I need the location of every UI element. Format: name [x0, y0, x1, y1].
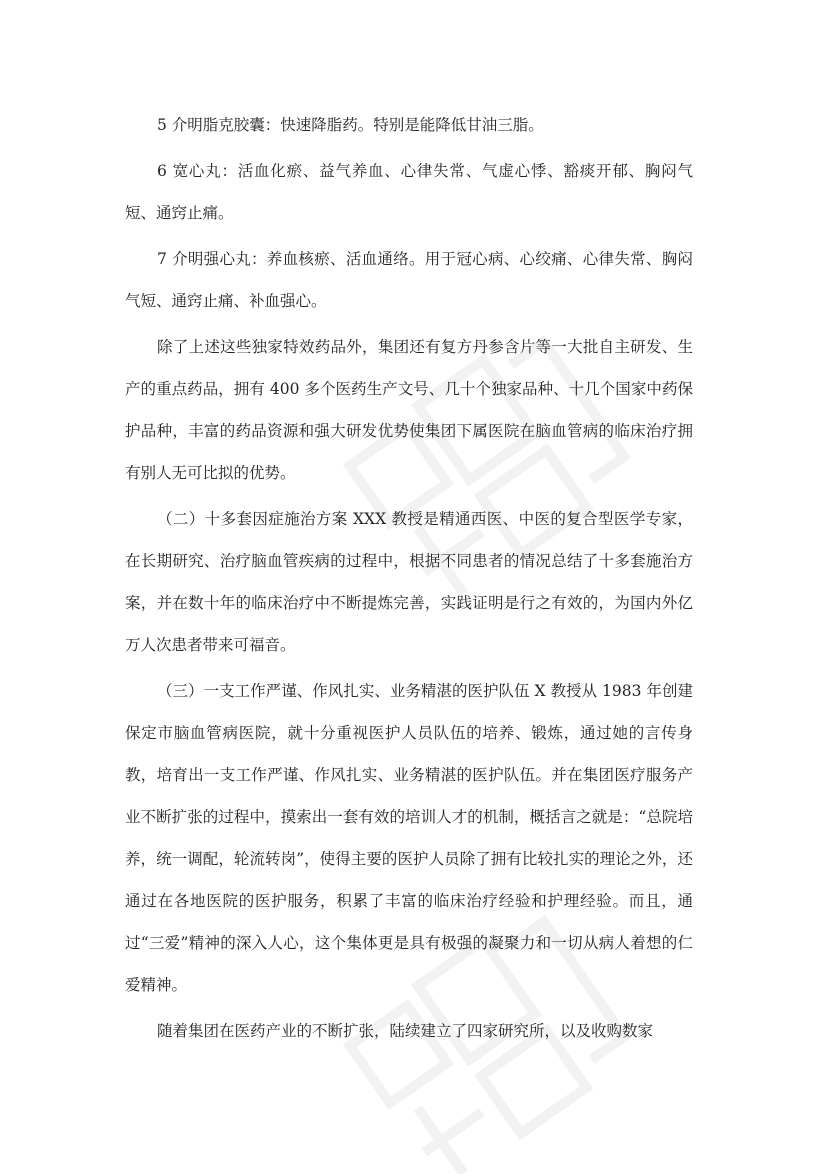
document-body	[125, 104, 693, 1056]
paragraph: 6 宽心丸：活血化瘀、益气养血、心律失常、气虚心悸、豁痰开郁、胸闷气短、通窍止痛。	[125, 162, 693, 222]
paragraph: 除了上述这些独家特效药品外，集团还有复方丹参含片等一大批自主研发、生产的重点药品，拥有 400 多个医药生产文号、几十个独家品种、十几个国家中药保护品种，丰富的药品资源和强大研发优势使集团下属医院在脑血管病的临床治疗拥有别人无可比拟的优势。	[125, 338, 693, 482]
paragraph: 随着集团在医药产业的不断扩张，陆续建立了四家研究所，以及收购数家	[157, 1022, 654, 1040]
paragraph: （三）一支工作严谨、作风扎实、业务精湛的医护队伍 X 教授从 1983 年创建保定市脑血管病医院，就十分重视医护人员队伍的培养、锻炼，通过她的言传身教，培育出一支工作严谨、作风扎实、业务精湛的医护队伍。并在集团医疗服务产业不断扩张的过程中，摸索出一套有效的培训人才的机制，概括言之就是：“总院培养，统一调配，轮流转岗”，使得主要的医护人员除了拥有比较扎实的理论之外，还通过在各地医院的医护服务，积累了丰富的临床治疗经验和护理经验。而且，通过“三爱”精神的深入人心，这个集体更是具有极强的凝聚力和一切从病人着想的仁爱精神。	[125, 682, 693, 994]
paragraph: 5 介明脂克胶囊：快速降脂药。特别是能降低甘油三脂。	[157, 116, 544, 134]
paragraph: 7 介明强心丸：养血核瘀、活血通络。用于冠心病、心绞痛、心律失常、胸闷气短、通窍止痛、补血强心。	[125, 250, 693, 310]
paragraph: （二）十多套因症施治方案 XXX 教授是精通西医、中医的复合型医学专家，在长期研究、治疗脑血管疾病的过程中，根据不同患者的情况总结了十多套施治方案，并在数十年的临床治疗中不断提炼完善，实践证明是行之有效的，为国内外亿万人次患者带来可福音。	[125, 510, 693, 654]
